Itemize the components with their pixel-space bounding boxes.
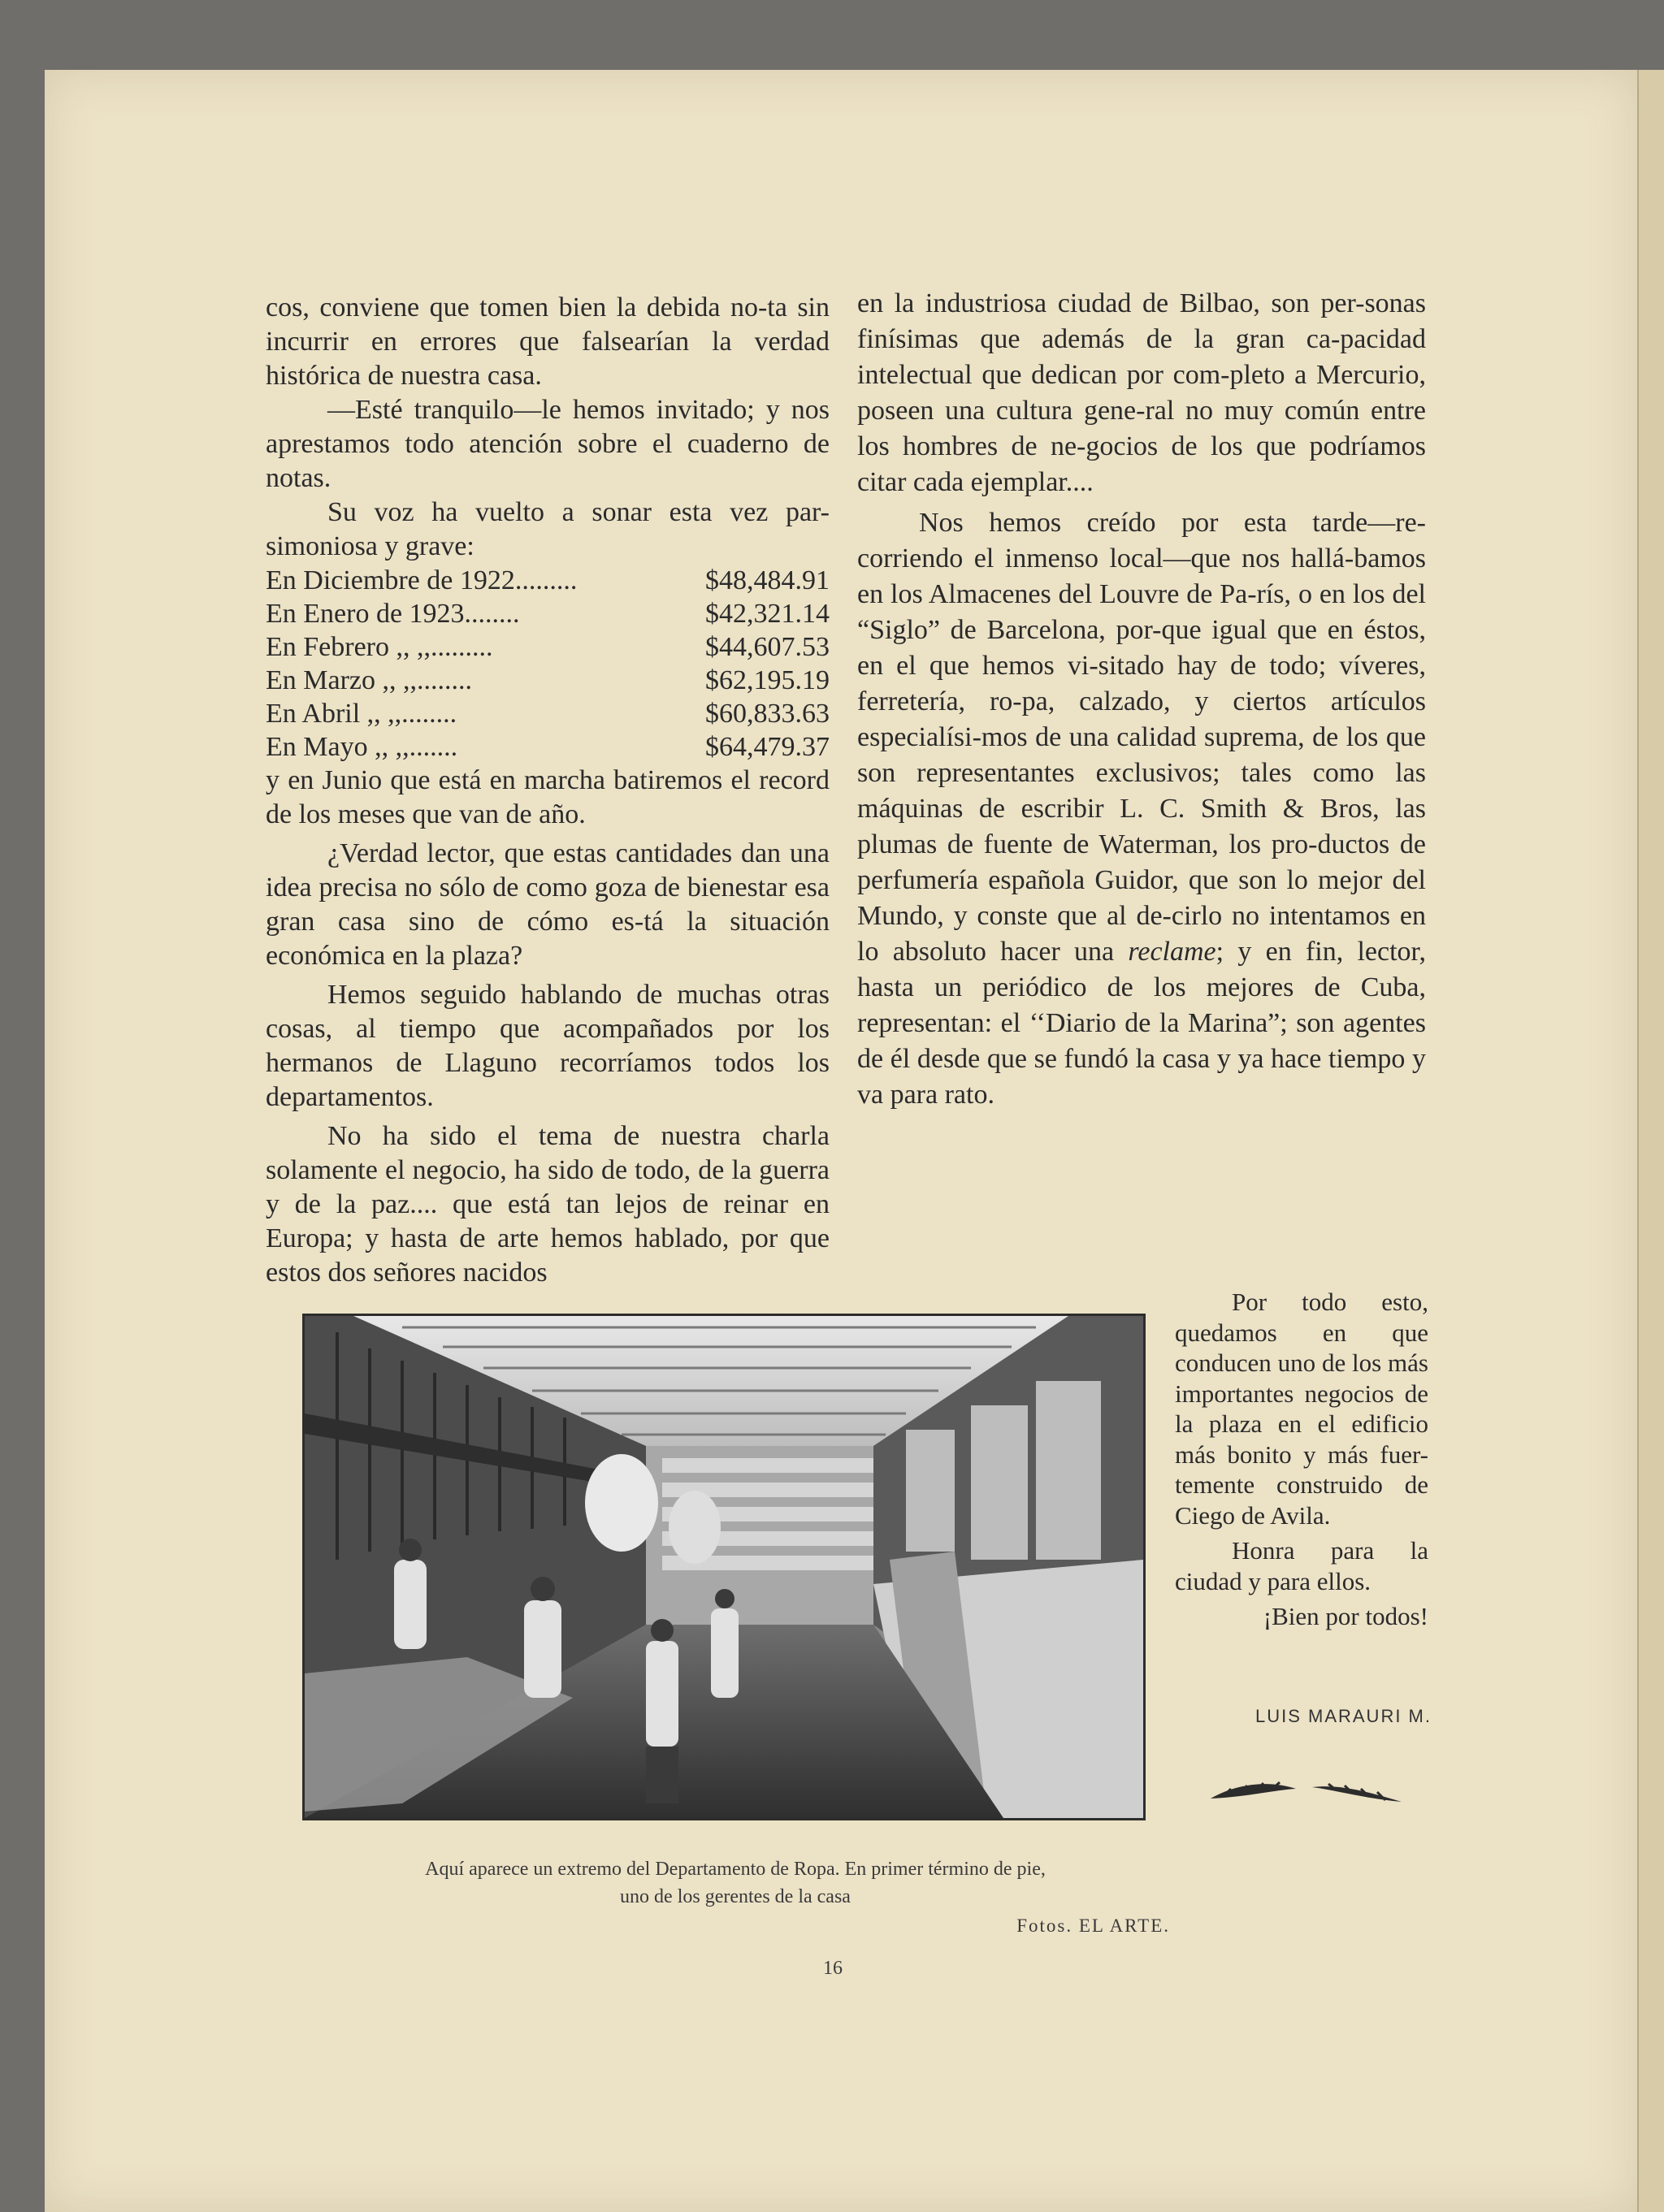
ledger-label: En Diciembre de 1922......... [266, 565, 578, 595]
ledger-label: En Mayo ,, ,,....... [266, 732, 458, 762]
right-column [857, 286, 1426, 1113]
ledger-label: En Marzo ,, ,,........ [266, 665, 473, 695]
author-signature: LUIS MARAURI M. [1254, 1706, 1432, 1726]
left-paragraph-2: —Esté tranquilo—le hemos invitado; y nos aprestamos todo atención sobre el cuaderno de notas. [266, 395, 830, 493]
closing-text [1175, 1287, 1428, 1632]
ledger-label: En Enero de 1923........ [266, 599, 520, 629]
ledger-amount: $60,833.63 [705, 699, 830, 729]
reclame-italic: reclame [1128, 937, 1216, 967]
right-paragraph-2-text: Nos hemos creído por esta tarde—re-corriendo el inmenso local—que nos hallá-bamos en los Almacenes del Louvre de Pa-rís, o en los del “Siglo” de Barcelona, por-que igual que en éstos, en el que hemos vi-sitado hay de todo; víveres, ferretería, ro-pa, calzado, y ciertos artículos especialísi-mos de una calidad suprema, de los que son representantes exclusivos; tales como las máquinas de escribir L. C. Smith & Bros, las plumas de fuente de Waterman, los pro-ductos de perfumería española Guidor, que son lo mejor del Mundo, y conste que al de-cirlo no intentamos en lo absoluto hacer una [857, 508, 1426, 967]
ledger-row [266, 664, 830, 697]
ledger-row [266, 564, 830, 597]
ledger-row [266, 597, 830, 630]
right-paragraph-2 [857, 505, 1426, 1113]
right-paragraph-2-end: ; y en fin, lector, hasta un periódico de los mejores de Cuba, representan: el ‘‘Diario de la Marina”; son agentes de él desde que se fundó la casa y ya hace tiempo y va para rato. [857, 937, 1427, 1110]
closing-paragraph-2: Honra para la ciudad y para ellos. [1175, 1536, 1428, 1595]
left-paragraph-5: ¿Verdad lector, que estas cantidades dan una idea precisa no sólo de como goza de bienestar esa gran casa sino de cómo es-tá la situación económica en la plaza? [266, 838, 830, 971]
ledger-row [266, 630, 830, 664]
left-paragraph-3: Su voz ha vuelto a sonar esta vez par-simoniosa y grave: [266, 497, 830, 561]
left-paragraph-6: Hemos seguido hablando de muchas otras cosas, al tiempo que acompañados por los hermanos de Llaguno recorríamos todos los departamentos. [266, 980, 830, 1112]
ledger-amount: $62,195.19 [705, 665, 830, 695]
photo-caption [301, 1855, 1170, 1911]
ledger-label: En Febrero ,, ,,......... [266, 632, 493, 662]
store-photo [302, 1314, 1146, 1820]
ledger-amount: $42,321.14 [705, 599, 830, 629]
ledger-amount: $48,484.91 [705, 565, 830, 595]
next-page-edge [1637, 70, 1664, 2212]
ledger-amount: $64,479.37 [705, 732, 830, 762]
sales-ledger [266, 564, 830, 764]
page-number: 16 [823, 1958, 843, 1979]
caption-line-2: uno de los gerentes de la casa [620, 1886, 851, 1907]
ledger-row [266, 730, 830, 764]
ledger-label: En Abril ,, ,,........ [266, 699, 457, 729]
left-paragraph-7: No ha sido el tema de nuestra charla solamente el negocio, ha sido de todo, de la guerra y de la paz.... que está tan lejos de reinar en Europa; y hasta de arte hemos hablado, por que estos dos señores nacidos [266, 1121, 830, 1288]
ledger-amount: $44,607.53 [705, 632, 830, 662]
left-column [266, 291, 830, 1290]
caption-line-1: Aquí aparece un extremo del Departamento de Ropa. En primer término de pie, [425, 1859, 1046, 1880]
left-paragraph-4: y en Junio que está en marcha batiremos el record de los meses que van de año. [266, 765, 830, 829]
right-paragraph-1: en la industriosa ciudad de Bilbao, son per-sonas finísimas que además de la gran ca-pacidad intelectual que dedican por com-pleto a Mercurio, poseen una cultura gene-ral no muy común entre los hombres de ne-gocios de los que podríamos citar cada ejemplar.... [857, 288, 1426, 497]
left-paragraph-1: cos, conviene que tomen bien la debida no-ta sin incurrir en errores que falsearían la verdad histórica de nuestra casa. [266, 292, 830, 391]
closing-paragraph-3: ¡Bien por todos! [1263, 1602, 1428, 1630]
laurel-ornament-icon [1207, 1774, 1406, 1815]
photo-credit: Fotos. EL ARTE. [1016, 1915, 1170, 1936]
ledger-row [266, 697, 830, 730]
store-interior-photo [305, 1316, 1143, 1818]
closing-paragraph-1: Por todo esto, quedamos en que conducen uno de los más importantes negocios de la plaza en el edificio más bonito y más fuer-temente construido de Ciego de Avila. [1175, 1288, 1428, 1530]
